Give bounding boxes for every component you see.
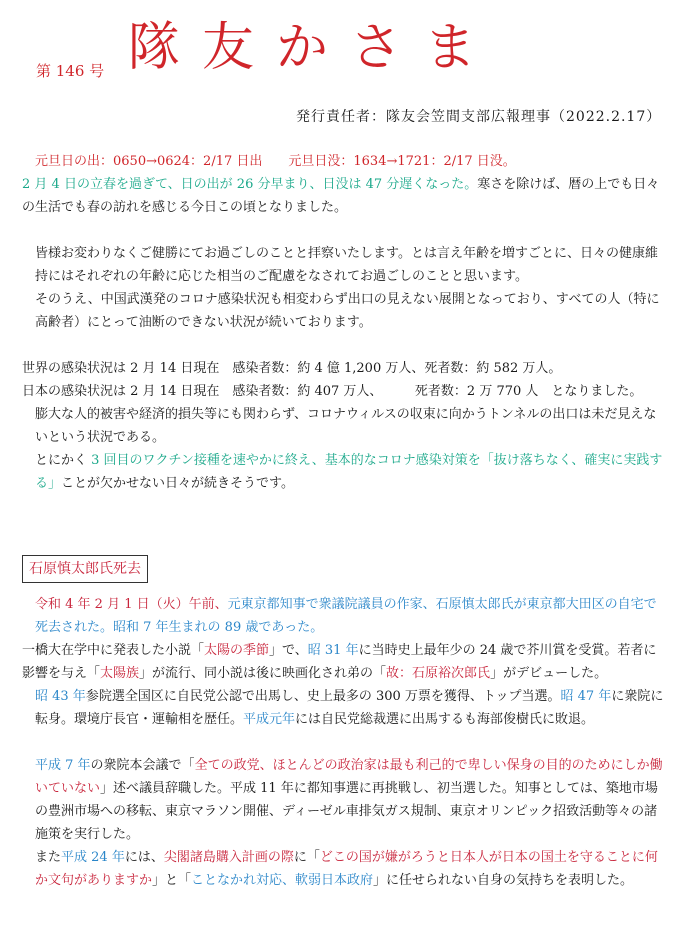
spring-highlight: 2 月 4 日の立春を過ぎて、日の出が 26 分早まり、日没は 47 分遅くなった。 — [22, 177, 478, 192]
vaccine-highlight: 3 回目のワクチン接種を速やかに終え、基本的なコロナ感染対策を「抜け落ちなく、確実に実践する」 — [35, 453, 663, 491]
spring-paragraph — [22, 173, 668, 219]
sun-times-line: 元旦日の出：0650→0624：2/17 日出 元旦日没：1634→1721：2/17 日没。 — [35, 154, 516, 169]
death-notice-text: 元東京都知事で衆議院議員の作家、石原慎太郎氏が東京都大田区の自宅で死去された。昭和 7 年生まれの 89 歳であった。 — [35, 597, 657, 635]
year-showa-31: 昭 31 年 — [307, 643, 359, 658]
corona-situation-paragraph: そのうえ、中国武漢発のコロナ感染状況も相変わらず出口の見えない展開となっており、すべての人（特に高齢者）にとって油断のできない状況が続いております。 — [35, 292, 660, 330]
japan-infection-line: 日本の感染状況は 2 月 14 日現在 感染者数：約 407 万人、 死者数：2 万 770 人 となりました。 — [22, 384, 643, 399]
year-heisei-1: 平成元年 — [243, 712, 296, 727]
publisher-line: 発行責任者：隊友会笠間支部広報理事（2022.2.17） — [296, 109, 662, 125]
vaccine-lead: とにかく — [35, 453, 88, 468]
senkaku-paragraph: また平成 24 年には、尖閣諸島購入計画の際に「どこの国が嫌がろうと日本人が日本の国土を守ることに何か文句がありますか」と「ことなかれ対応、軟弱日本政府」に任せられない自身の気持ちを表明した。 — [35, 850, 658, 888]
resignation-paragraph: 平成 7 年の衆院本会議で「全ての政党、ほとんどの政治家は最も利己的で卑しい保身の目的のためにしか働いていない」述べ議員辞職した。平成 11 年に都知事選に再挑戦し、初当選した。知事としては、築地市場の豊洲市場への移転、東京マラソン開催、ディーゼル車排気ガス規制、東京オリンピック招致活動等々の諸施策を実行した。 — [35, 758, 663, 842]
resignation-quote: 全ての政党、ほとんどの政治家は最も利己的で卑しい保身の目的のためにしか働いていない — [35, 758, 663, 796]
senkaku-plan: 尖閣諸島購入計画の際 — [163, 850, 294, 865]
vaccine-paragraph — [22, 449, 668, 495]
newsletter-title: 隊友かさま — [128, 18, 499, 78]
tunnel-paragraph: 膨大な人的被害や経済的損失等にも関わらず、コロナウィルスの収束に向かうトンネルの出口は未だ見えないという状況である。 — [35, 407, 657, 445]
novel-title: 太陽の季節 — [204, 643, 270, 658]
politics-paragraph: 昭 43 年参院選全国区に自民党公認で出馬し、史上最多の 300 万票を獲得、トップ当選。昭 47 年に衆院に転身。環境庁長官・運輸相を歴任。平成元年には自民党総裁選に出馬するも海部俊樹氏に敗退。 — [35, 689, 664, 727]
year-showa-43: 昭 43 年 — [35, 689, 86, 704]
taiyozoku: 太陽族 — [100, 666, 140, 681]
greeting-paragraph: 皆様お変わりなくご健勝にてお過ごしのことと拝察いたします。とは言え年齢を増すごとに、日々の健康維持にはそれぞれの年齢に応じた相当のご配慮をなされてお過ごしのことと思います。 — [35, 246, 658, 284]
year-heisei-7: 平成 7 年 — [35, 758, 91, 773]
world-infection-line: 世界の感染状況は 2 月 14 日現在 感染者数：約 4 億 1,200 万人、死者数：約 582 万人。 — [22, 361, 562, 376]
death-notice-paragraph — [22, 593, 668, 639]
novel-paragraph: 一橋大在学中に発表した小説「太陽の季節」で、昭 31 年に当時史上最年少の 24 歳で芥川賞を受賞。若者に影響を与え「太陽族」が流行、同小説は後に映画化され弟の「故：石原裕次郎氏」がデビューした。 — [22, 643, 657, 681]
year-heisei-24: 平成 24 年 — [61, 850, 125, 865]
yujiro-name: 故：石原裕次郎氏 — [386, 666, 491, 681]
senkaku-quote: どこの国が嫌がろうと日本人が日本の国土を守ることに何か文句がありますか — [35, 850, 658, 888]
issue-number: 第 146 号 — [36, 62, 105, 80]
year-showa-47: 昭 47 年 — [560, 689, 612, 704]
vaccine-tail: ことが欠かせない日々が続きそうです。 — [61, 476, 294, 491]
newsletter-body — [22, 150, 668, 892]
death-date: 令和 4 年 2 月 1 日（火）午前、 — [35, 597, 228, 612]
spring-text: 寒さを除けば、暦の上でも日々の生活でも春の訪れを感じる今日この頃となりました。 — [22, 177, 660, 215]
government-quote: ことなかれ対応、軟弱日本政府 — [191, 873, 374, 888]
ishihara-heading: 石原慎太郎氏死去 — [22, 555, 148, 583]
